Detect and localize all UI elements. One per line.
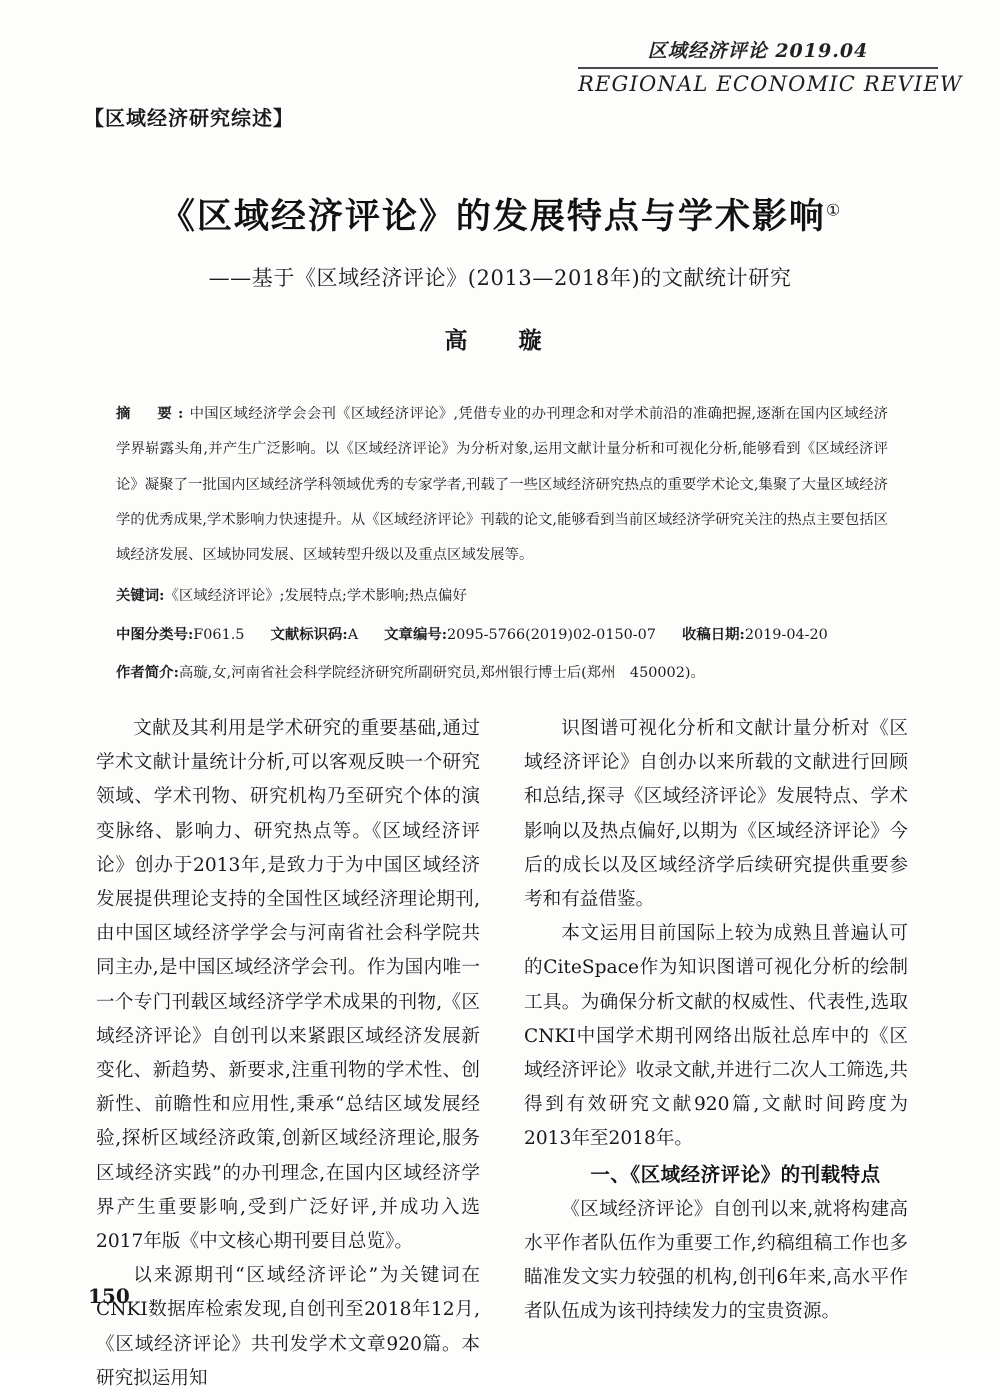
article-id-value: 2095-5766(2019)02-0150-07 [447, 626, 656, 643]
classification-line [116, 618, 888, 652]
abstract [116, 396, 888, 573]
received-date-value: 2019-04-20 [744, 626, 828, 643]
page-title-text: 《区域经济评论》的发展特点与学术影响 [159, 197, 826, 237]
running-head [578, 36, 963, 96]
page-subtitle: ——基于《区域经济评论》(2013—2018年)的文献统计研究 [208, 265, 792, 290]
document-code [270, 627, 358, 643]
running-head-rule [578, 67, 938, 69]
page-number: 150 [88, 1284, 130, 1308]
document-code-value: A [347, 626, 359, 643]
clc-value: F061.5 [193, 626, 245, 643]
paragraph: 《区域经济评论》自创刊以来,就将构建高水平作者队伍作为重要工作,约稿组稿工作也多瞄准发文实力较强的机构,创刊6年来,高水平作者队伍成为该刊持续发力的宝贵资源。 [524, 1198, 908, 1323]
keywords-text: 《区域经济评论》;发展特点;学术影响;热点偏好 [164, 588, 467, 605]
received-date-label: 收稿日期: [681, 625, 745, 643]
author-bio-text: 高璇,女,河南省社会科学院经济研究所副研究员,郑州银行博士后(郑州 450002)。 [178, 664, 705, 681]
clc-number [116, 627, 244, 643]
author-bio-label: 作者简介: [116, 663, 179, 681]
paragraph: 识图谱可视化分析和文献计量分析对《区域经济评论》自创办以来所载的文献进行回顾和总结,探寻《区域经济评论》发展特点、学术影响以及热点偏好,以期为《区域经济评论》今后的成长以及区域经济学后续研究提供重要参考和有益借鉴。 [524, 718, 908, 911]
document-code-label: 文献标识码: [270, 625, 348, 643]
running-head-journal-cn: 区域经济评论 2019.04 [647, 40, 869, 62]
paragraph: 本文运用目前国际上较为成熟且普遍认可的CiteSpace作为知识图谱可视化分析的绘制工具。为确保分析文献的权威性、代表性,选取CNKI中国学术期刊网络出版社总库中的《区域经济评论》收录文献,并进行二次人工筛选,共得到有效研究文献920篇,文献时间跨度为2013年至2018年。 [524, 923, 908, 1150]
abstract-label: 摘 要: [116, 405, 190, 422]
article-id [384, 627, 656, 643]
article-id-label: 文章编号: [384, 625, 448, 643]
keywords [116, 579, 888, 613]
title-footnote-marker: ① [825, 200, 841, 220]
title-block [0, 196, 1000, 355]
metadata-block [116, 396, 888, 690]
page-title [0, 196, 1000, 240]
paragraph: 以来源期刊“区域经济评论”为关键词在CNKI数据库检索发现,自创刊至2018年12月,《区域经济评论》共刊发学术文章920篇。本研究拟运用知 [96, 1265, 480, 1389]
received-date [682, 627, 828, 643]
body-column-right [524, 712, 908, 1323]
category-tag: 【区域经济研究综述】 [84, 106, 294, 130]
paragraph: 文献及其利用是学术研究的重要基础,通过学术文献计量统计分析,可以客观反映一个研究领域、学术刊物、研究机构乃至研究个体的演变脉络、影响力、研究热点等。《区域经济评论》创办于2013年,是致力于为中国区域经济发展提供理论支持的全国性区域经济理论期刊,由中国区域经济学学会与河南省社会科学院共同主办,是中国区域经济学会刊。作为国内唯一一个专门刊载区域经济学学术成果的刊物,《区域经济评论》自创刊以来紧跟区域经济发展新变化、新趋势、新要求,注重刊物的学术性、创新性、前瞻性和应用性,秉承“总结区域发展经验,探析区域经济政策,创新区域经济理论,服务区域经济实践”的办刊理念,在国内区域经济学界产生重要影响,受到广泛好评,并成功入选2017年版《中文核心期刊要目总览》。 [96, 718, 480, 1253]
keywords-label: 关键词: [116, 587, 165, 605]
clc-label: 中图分类号: [116, 625, 194, 643]
running-head-journal-en: REGIONAL ECONOMIC REVIEW [578, 72, 963, 96]
section-heading: 一、《区域经济评论》的刊载特点 [590, 1162, 881, 1186]
author-bio [116, 656, 888, 690]
abstract-text: 中国区域经济学会会刊《区域经济评论》,凭借专业的办刊理念和对学术前沿的准确把握,逐渐在国内区域经济学界崭露头角,并产生广泛影响。以《区域经济评论》为分析对象,运用文献计量分析和可视化分析,能够看到《区域经济评论》凝聚了一批国内区域经济学科领域优秀的专家学者,刊载了一些区域经济研究热点的重要学术论文,集聚了大量区域经济学的优秀成果,学术影响力快速提升。从《区域经济评论》刊载的论文,能够看到当前区域经济学研究关注的热点主要包括区域经济发展、区域协同发展、区域转型升级以及重点区域发展等。 [116, 406, 889, 564]
author-name: 高 璇 [444, 326, 556, 354]
